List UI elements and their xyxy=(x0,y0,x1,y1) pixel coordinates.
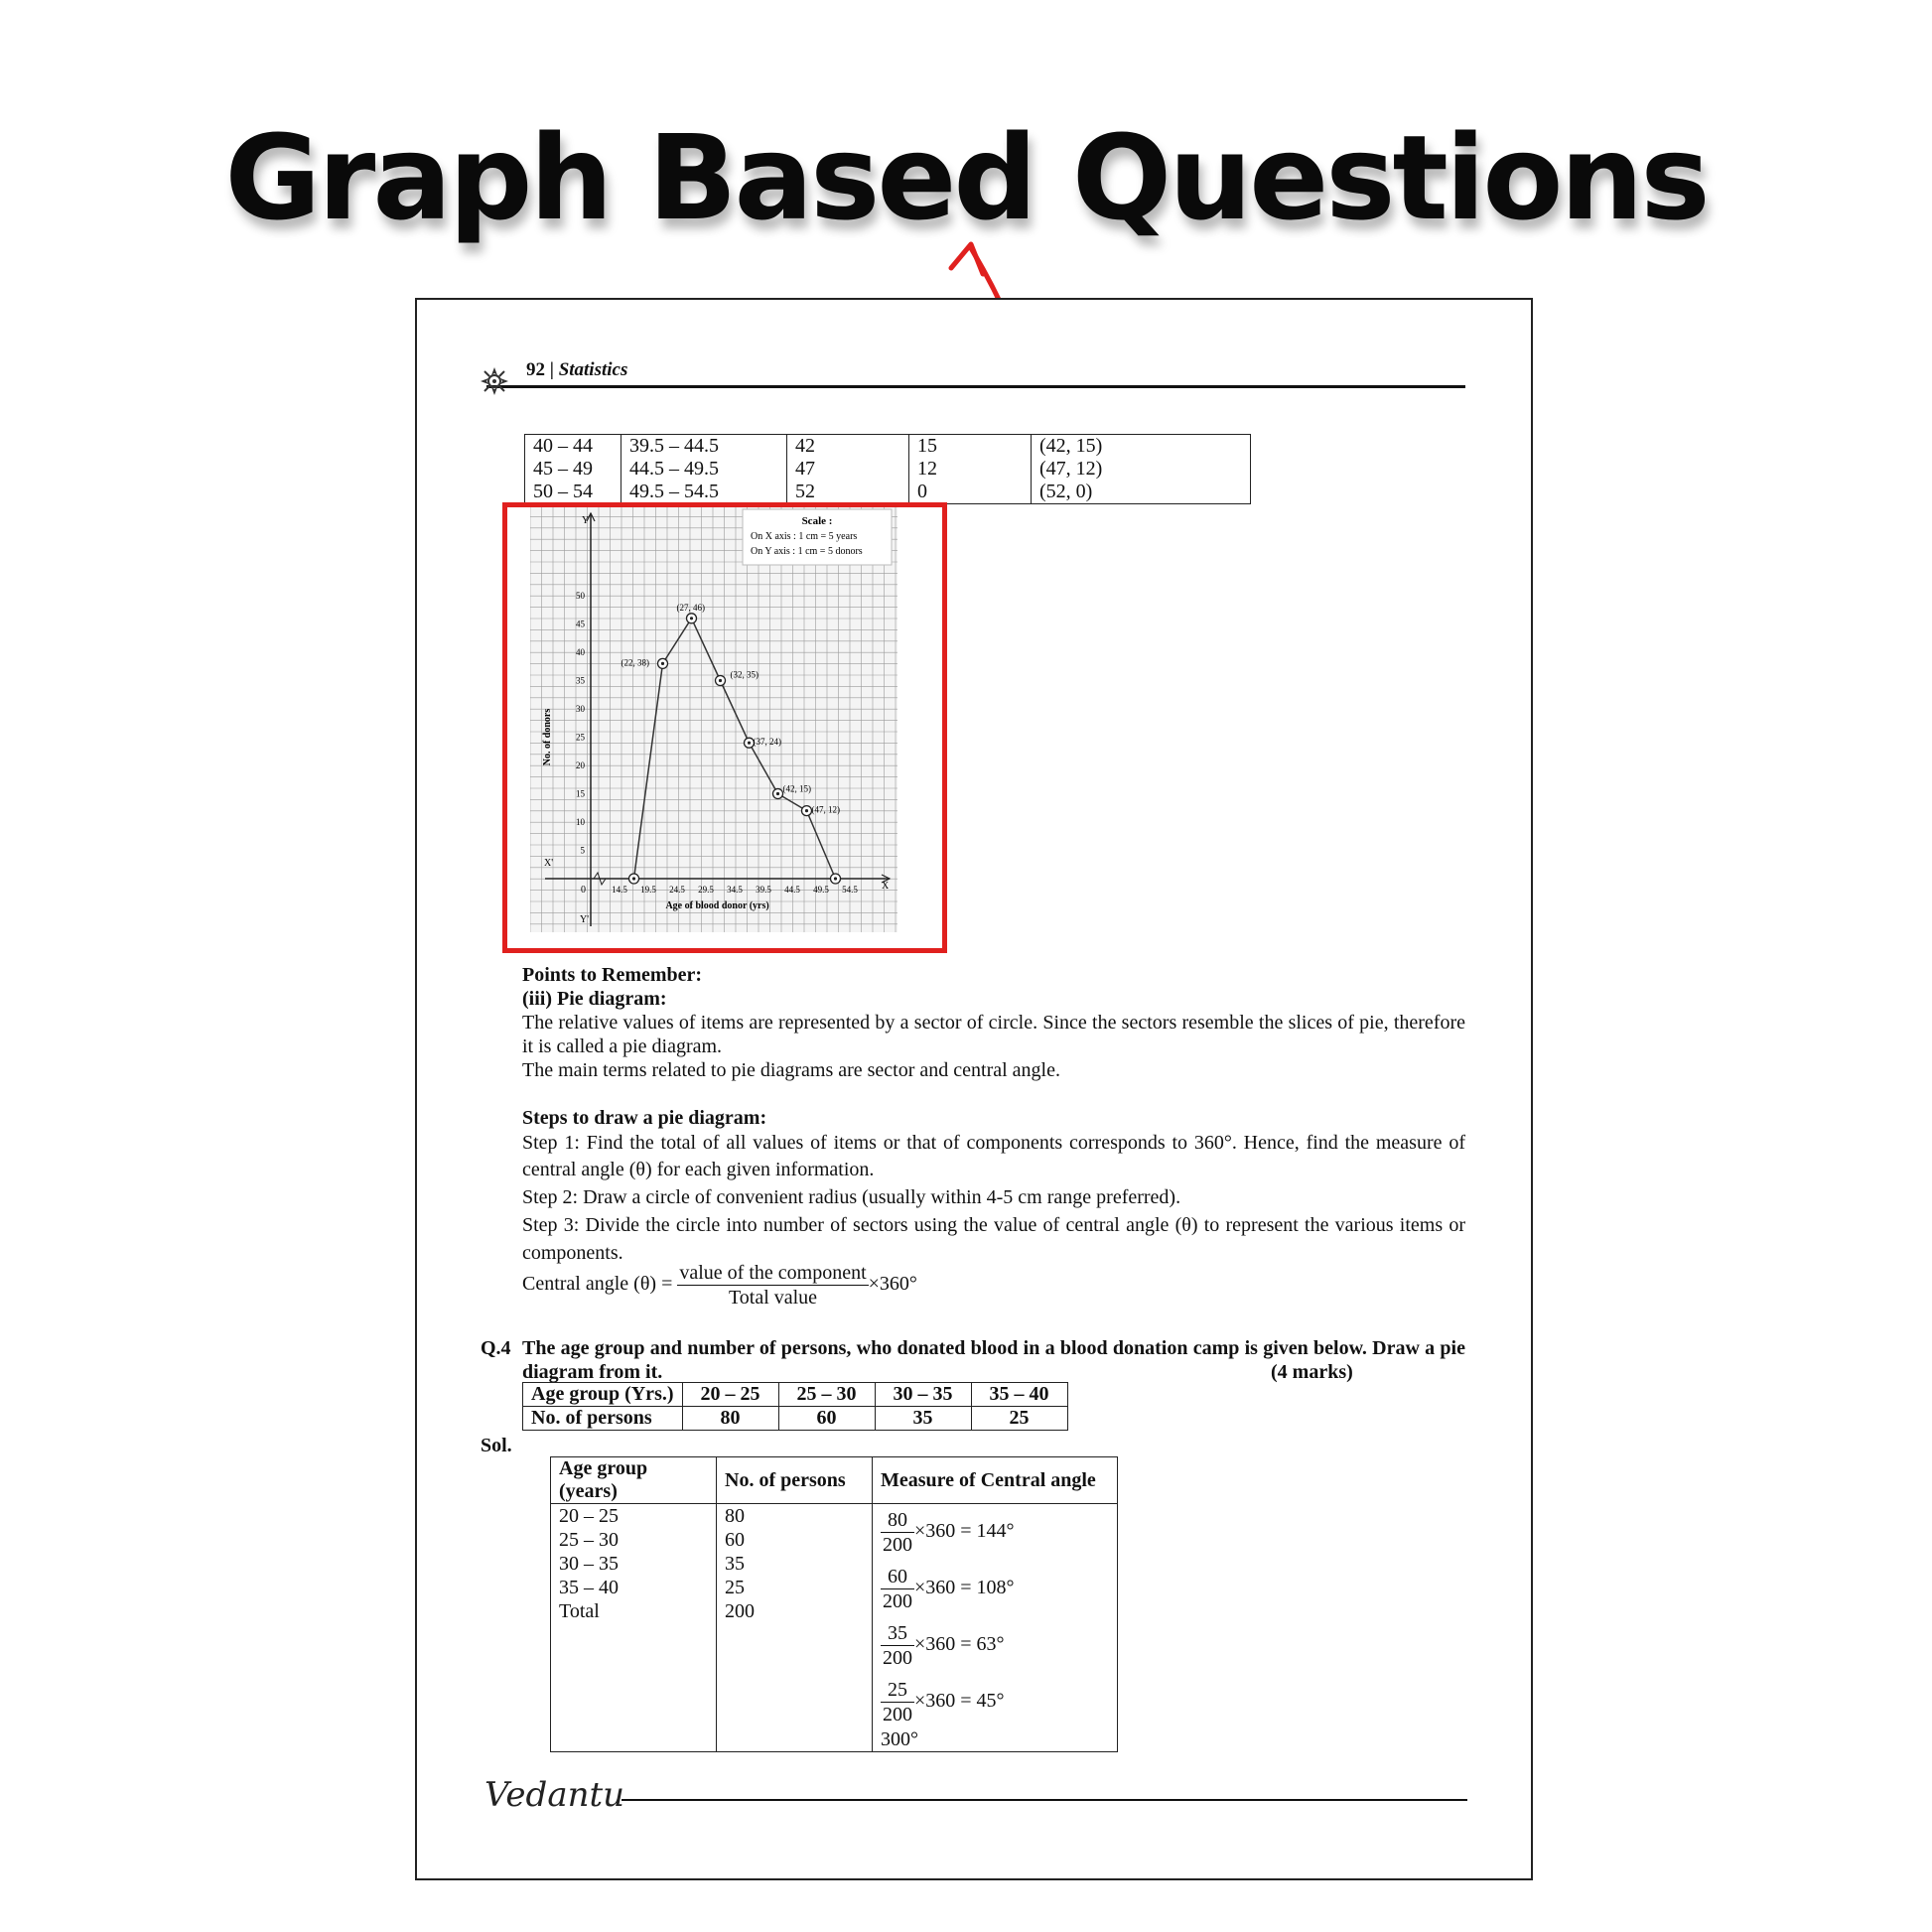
table-cell: 60 xyxy=(778,1407,875,1431)
point-label: (47, 12) xyxy=(811,804,840,815)
x-tick-label: 24.5 xyxy=(669,885,685,895)
point-label: (22, 38) xyxy=(621,657,649,668)
page-header-title xyxy=(526,359,627,381)
column-header: Measure of Central angle xyxy=(873,1457,1118,1504)
solution-table xyxy=(550,1456,1118,1752)
x-tick-label: 29.5 xyxy=(698,885,714,895)
axis-letter-x-neg: X' xyxy=(544,858,554,869)
point-label: (37, 24) xyxy=(753,737,781,748)
formula-numerator: value of the component xyxy=(679,1262,867,1284)
angle-calc: $\frac{60}{200}$ ×360 = 108° xyxy=(883,1566,1015,1612)
question-number: Q.4 xyxy=(481,1337,511,1359)
y-tick-label: 35 xyxy=(576,675,585,686)
table-cell: (42, 15) (47, 12) (52, 0) xyxy=(1032,435,1251,504)
table-row xyxy=(525,435,1251,504)
page-header xyxy=(486,359,1465,388)
table-cell: No. of persons xyxy=(523,1407,683,1431)
x-tick-label: 44.5 xyxy=(784,885,800,895)
table-cell: Age group (Yrs.) xyxy=(523,1383,683,1407)
formula-fraction xyxy=(677,1261,868,1310)
y-tick-label: 45 xyxy=(576,619,585,629)
y-tick-label: 15 xyxy=(576,788,585,799)
axis-letter-y: Y xyxy=(582,515,590,526)
pie-paragraph: The relative values of items are represented by a sector of circle. Since the sectors resemble the slices of pie, therefore it is called a pie diagram. xyxy=(522,1012,1465,1057)
table-cell: 15 12 0 xyxy=(909,435,1032,504)
x-tick-label: 19.5 xyxy=(640,885,656,895)
scale-title: Scale : xyxy=(801,515,833,527)
pie-heading: (iii) Pie diagram: xyxy=(522,988,667,1010)
solution-label: Sol. xyxy=(481,1435,512,1456)
frequency-table xyxy=(524,434,1251,504)
table-cell: 80 xyxy=(682,1407,778,1431)
axis-origin: 0 xyxy=(581,885,586,896)
highlight-box xyxy=(502,502,947,953)
x-tick-label: 34.5 xyxy=(727,885,743,895)
step-3: Step 3: Divide the circle into number of sectors using the value of central angle (θ) to represent the various items or components. xyxy=(522,1214,1465,1264)
y-tick-label: 25 xyxy=(576,732,585,743)
x-tick-label: 49.5 xyxy=(813,885,829,895)
table-header-row xyxy=(551,1457,1118,1504)
persons-column: 80 60 35 25 200 xyxy=(717,1504,873,1752)
x-tick-label: 14.5 xyxy=(612,885,627,895)
vedantu-logo: Vedantu xyxy=(484,1775,625,1815)
table-cell: 20 – 25 xyxy=(682,1383,778,1407)
y-axis-label: No. of donors xyxy=(542,708,553,766)
step-2: Step 2: Draw a circle of convenient radius (usually within 4-5 cm range preferred). xyxy=(522,1186,1181,1208)
y-tick-label: 10 xyxy=(576,817,585,827)
angle-calc: $\frac{25}{200}$ ×360 = 45° xyxy=(883,1679,1005,1725)
table-cell: 35 – 40 xyxy=(971,1383,1067,1407)
formula-lhs: Central angle (θ) = xyxy=(522,1273,673,1296)
angle-calc: $\frac{35}{200}$ ×360 = 63° xyxy=(883,1622,1005,1669)
steps-heading: Steps to draw a pie diagram: xyxy=(522,1107,767,1129)
ornament-icon xyxy=(479,365,510,397)
table-cell: 35 xyxy=(875,1407,971,1431)
y-tick-label: 30 xyxy=(576,704,585,714)
x-axis-label: Age of blood donor (yrs) xyxy=(665,900,769,911)
point-label: (27, 46) xyxy=(676,602,705,613)
table-row xyxy=(523,1383,1068,1407)
column-header: Age group (years) xyxy=(551,1457,717,1504)
angle-column xyxy=(873,1504,1118,1752)
page-number: 92 | xyxy=(526,359,554,380)
point-label: (32, 35) xyxy=(730,669,759,680)
x-tick-label: 54.5 xyxy=(842,885,858,895)
formula-rhs: ×360° xyxy=(868,1273,917,1296)
y-tick-label: 50 xyxy=(576,591,585,601)
axis-letter-y-neg: Y' xyxy=(580,914,590,925)
points-heading: Points to Remember: xyxy=(522,964,703,986)
table-row xyxy=(523,1407,1068,1431)
question-table xyxy=(522,1382,1068,1431)
scale-y: On Y axis : 1 cm = 5 donors xyxy=(751,546,863,557)
table-row xyxy=(551,1504,1118,1752)
step-1: Step 1: Find the total of all values of items or that of components corresponds to 360°. Hence, find the measure of central angle (θ) for each given information. xyxy=(522,1132,1465,1180)
page-subject: Statistics xyxy=(558,359,628,380)
y-tick-label: 20 xyxy=(576,760,585,770)
table-cell: 39.5 – 44.5 44.5 – 49.5 49.5 – 54.5 xyxy=(621,435,787,504)
table-cell: 42 47 52 xyxy=(787,435,909,504)
question-marks: (4 marks) xyxy=(1271,1361,1353,1383)
document-page xyxy=(415,298,1533,1880)
point-label: (42, 15) xyxy=(782,783,811,794)
y-tick-label: 5 xyxy=(580,845,585,856)
banner-title: Graph Based Questions xyxy=(224,109,1708,246)
axis-letter-x: X xyxy=(882,881,890,892)
angle-calc: $\frac{80}{200}$ ×360 = 144° xyxy=(883,1509,1015,1556)
pie-terms-paragraph: The main terms related to pie diagrams are sector and central angle. xyxy=(522,1059,1060,1081)
y-tick-label: 40 xyxy=(576,647,585,657)
formula-denominator: Total value xyxy=(728,1287,818,1309)
x-tick-label: 39.5 xyxy=(756,885,771,895)
table-cell: 25 – 30 xyxy=(778,1383,875,1407)
table-cell: 25 xyxy=(971,1407,1067,1431)
footer-divider xyxy=(621,1799,1467,1801)
scale-x: On X axis : 1 cm = 5 years xyxy=(751,531,858,542)
age-column: 20 – 25 25 – 30 30 – 35 35 – 40 Total xyxy=(551,1504,717,1752)
column-header: No. of persons xyxy=(717,1457,873,1504)
table-cell: 30 – 35 xyxy=(875,1383,971,1407)
question-text: The age group and number of persons, who donated blood in a blood donation camp is given below. Draw a pie diagram from it. xyxy=(522,1337,1465,1383)
central-angle-formula xyxy=(522,1261,1465,1310)
table-cell: 40 – 44 45 – 49 50 – 54 xyxy=(525,435,621,504)
angle-total: 300° xyxy=(881,1728,918,1750)
